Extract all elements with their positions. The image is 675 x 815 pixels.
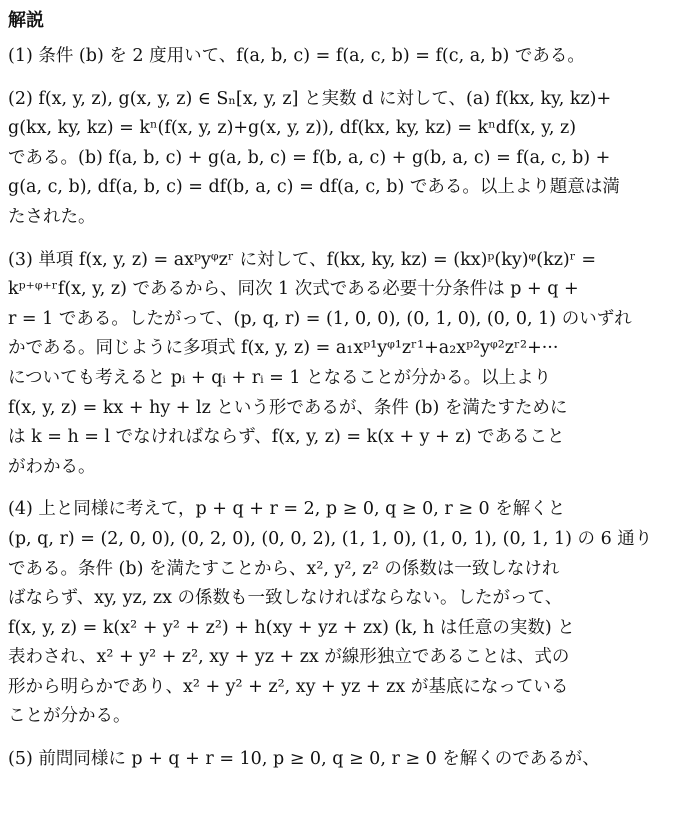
text-line: 表わされ、x² + y² + z², xy + yz + zx が線形独立であることは、式の — [8, 647, 570, 668]
text-line: f(x, y, z) = kx + hy + lz という形であるが、条件 (b) を満たすために — [8, 397, 568, 418]
text-line: かである。同じように多項式 f(x, y, z) = a₁xᵖ¹yᵠ¹zʳ¹+a₂xᵖ²yᵠ²zʳ²+··· — [8, 338, 559, 359]
text-line: (5) 前問同様に p + q + r = 10, p ≥ 0, q ≥ 0, r ≥ 0 を解くのであるが、 — [8, 749, 600, 770]
text-line: f(x, y, z) = k(x² + y² + z²) + h(xy + yz + zx) (k, h は任意の実数) と — [8, 617, 575, 638]
text-line: r = 1 である。したがって、(p, q, r) = (1, 0, 0), (0, 1, 0), (0, 0, 1) のいずれ — [8, 308, 632, 329]
paragraph-s5 — [8, 745, 665, 775]
text-line: である。(b) f(a, b, c) + g(a, b, c) = f(b, a, c) + g(b, a, c) = f(a, c, b) + — [8, 147, 611, 168]
section-heading: 解説 — [8, 10, 44, 31]
text-line: kᵖ⁺ᵠ⁺ʳf(x, y, z) であるから、同次 1 次式である必要十分条件は p + q + — [8, 279, 579, 300]
document-body — [8, 42, 665, 775]
text-line: である。条件 (b) を満たすことから、x², y², z² の係数は一致しなけれ — [8, 558, 560, 579]
text-line: たされた。 — [8, 206, 96, 227]
text-line: ことが分かる。 — [8, 706, 131, 727]
text-line: (3) 単項 f(x, y, z) = axᵖyᵠzʳ に対して、f(kx, ky, kz) = (kx)ᵖ(ky)ᵠ(kz)ʳ = — [8, 249, 597, 270]
text-line: g(a, c, b), df(a, b, c) = df(b, a, c) = df(a, c, b) である。以上より題意は満 — [8, 177, 620, 198]
paragraph-s4 — [8, 495, 665, 732]
paragraph-s3 — [8, 246, 665, 483]
text-line: (4) 上と同様に考えて，p + q + r = 2, p ≥ 0, q ≥ 0, r ≥ 0 を解くと — [8, 499, 566, 520]
paragraph-s1 — [8, 42, 665, 72]
text-line: (1) 条件 (b) を 2 度用いて、f(a, b, c) = f(a, c, b) = f(c, a, b) である。 — [8, 46, 585, 66]
text-line: ばならず、xy, yz, zx の係数も一致しなければならない。したがって、 — [8, 588, 563, 609]
text-line: は k = h = l でなければならず、f(x, y, z) = k(x + y + z) であること — [8, 427, 565, 448]
text-line: がわかる。 — [8, 456, 96, 477]
text-line: (2) f(x, y, z), g(x, y, z) ∈ Sₙ[x, y, z] と実数 d に対して、(a) f(kx, ky, kz)+ — [8, 88, 612, 109]
text-line: (p, q, r) = (2, 0, 0), (0, 2, 0), (0, 0, 2), (1, 1, 0), (1, 0, 1), (0, 1, 1) の 6 通り — [8, 528, 653, 549]
text-line: 形から明らかであり、x² + y² + z², xy + yz + zx が基底になっている — [8, 676, 569, 697]
paragraph-s2 — [8, 85, 665, 233]
text-line: についても考えると pᵢ + qᵢ + rᵢ = 1 となることが分かる。以上より — [8, 367, 552, 388]
text-line: g(kx, ky, kz) = kⁿ(f(x, y, z)+g(x, y, z)), df(kx, ky, kz) = kⁿdf(x, y, z) — [8, 118, 577, 139]
